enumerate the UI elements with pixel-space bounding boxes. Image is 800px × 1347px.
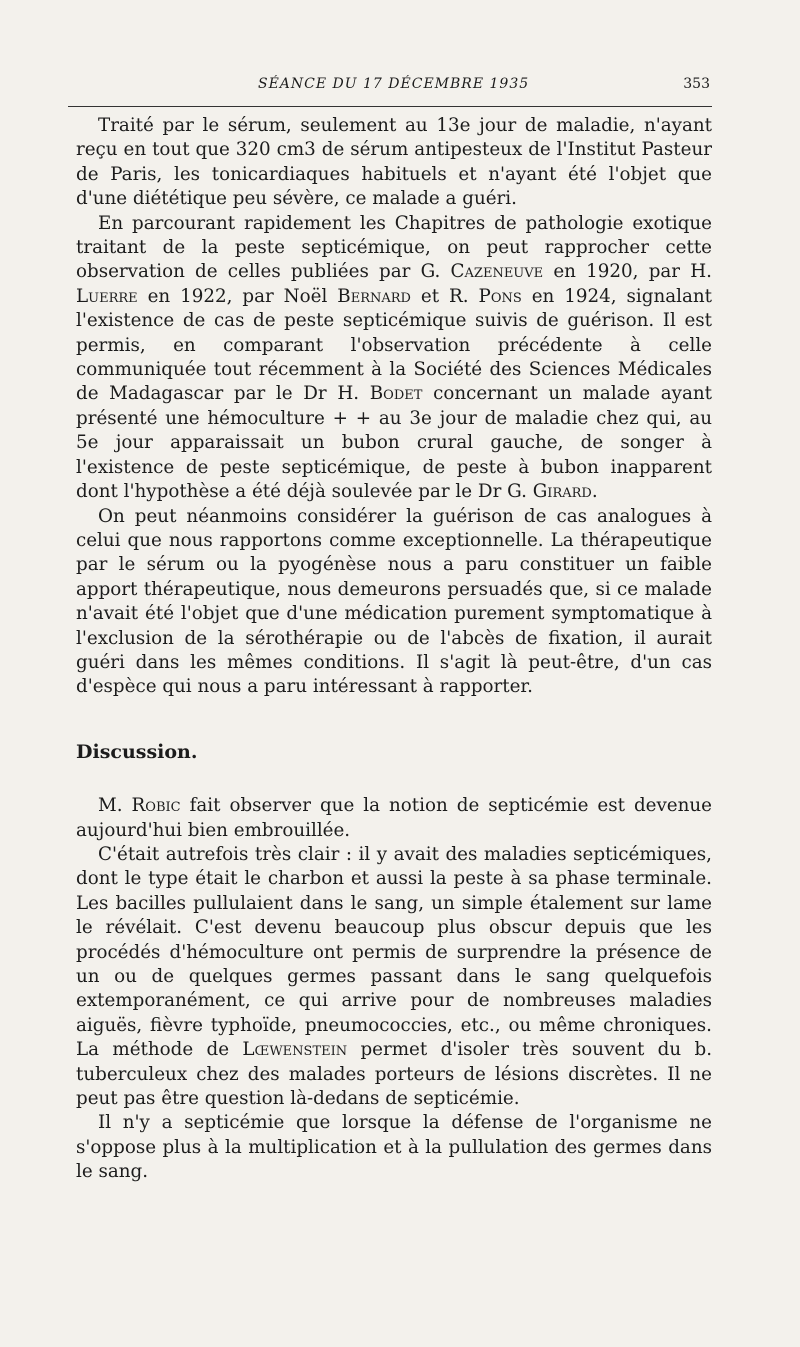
text-run: En parcourant rapidement les Chapitres de pathologie exotique traitant de la peste septicémique, on peut rapprocher cette observation de celles publiées par G. [76, 212, 712, 283]
text-run: M. [98, 795, 132, 817]
paragraph-5 [76, 843, 712, 1111]
text-run: . [591, 481, 598, 503]
author-name: Girard [532, 481, 592, 503]
running-header [68, 74, 710, 100]
body-text [76, 114, 712, 1185]
author-name: Pons [478, 285, 522, 307]
text-run: en 1924, signalant l'existence de cas de peste septicémique suivis de guérison. Il est permis, en comparant l'observation précédente à celle communiquée tout récemment à la Société des Sciences Médicales de Madagascar par le Dr H. [76, 285, 712, 405]
text-run: concernant un malade ayant présenté une hémoculture + + au 3e jour de maladie chez qui, au 5e jour apparaissait un bubon crural gauche, de songer à l'existence de peste septicémique, de peste à bubon inapparent dont l'hypothèse a été déjà soulevée par le Dr G. [76, 383, 712, 503]
author-name: Bodet [369, 383, 423, 405]
running-title: SÉANCE DU 17 DÉCEMBRE 1935 [258, 76, 530, 92]
author-name: Lœwenstein [242, 1039, 348, 1061]
author-name: Bernard [337, 285, 411, 307]
author-name: Luerre [76, 285, 138, 307]
author-name: Robic [131, 795, 181, 817]
paragraph-1: Traité par le sérum, seulement au 13e jour de maladie, n'ayant reçu en tout que 320 cm3 de sérum antipesteux de l'Institut Pasteur de Paris, les tonicardiaques habituels et n'ayant été l'objet que d'une diététique peu sévère, ce malade a guéri. [76, 115, 712, 210]
text-run: C'était autrefois très clair : il y avait des maladies septicémiques, dont le type était le charbon et aussi la peste à sa phase terminale. Les bacilles pullulaient dans le sang, un simple étalement sur lame le révélait. C'est devenu beaucoup plus obscur depuis que les procédés d'hémoculture ont permis de surprendre la présence de un ou de quelques germes passant dans le sang quelquefois extemporanément, ce qui arrive pour de nombreuses maladies aiguës, fièvre typhoïde, pneumococcies, etc., ou même chroniques. La méthode de [76, 843, 712, 1061]
text-run: permet d'isoler très souvent du b. tuberculeux chez des malades porteurs de lésions discrètes. Il ne peut pas être question là-dedans de septicémie. [76, 1039, 713, 1110]
page-number: 353 [683, 76, 710, 92]
paragraph-4 [76, 794, 712, 843]
paragraph-6: Il n'y a septicémie que lorsque la défense de l'organisme ne s'oppose plus à la multiplication et à la pullulation des germes dans le sang. [76, 1112, 712, 1183]
paragraph-2 [76, 212, 712, 505]
text-run: en 1922, par Noël [137, 285, 338, 307]
paragraph-3: On peut néanmoins considérer la guérison de cas analogues à celui que nous rapportons comme exceptionnelle. La thérapeutique par le sérum ou la pyogénèse nous a paru constituer un faible apport thérapeutique, nous demeurons persuadés que, si ce malade n'avait été l'objet que d'une médication purement symptomatique à l'exclusion de la sérothérapie ou de l'abcès de fixation, il aurait guéri dans les mêmes conditions. Il s'agit là peut-être, d'un cas d'espèce qui nous a paru intéressant à rapporter. [76, 505, 712, 698]
text-run: en 1920, par H. [543, 261, 712, 283]
text-run: et R. [410, 285, 479, 307]
author-name: Cazeneuve [450, 261, 544, 283]
text-run: fait observer que la notion de septicémie est devenue aujourd'hui bien embrouillée. [76, 795, 712, 841]
section-heading: Discussion. [76, 740, 198, 763]
header-rule [68, 106, 712, 107]
